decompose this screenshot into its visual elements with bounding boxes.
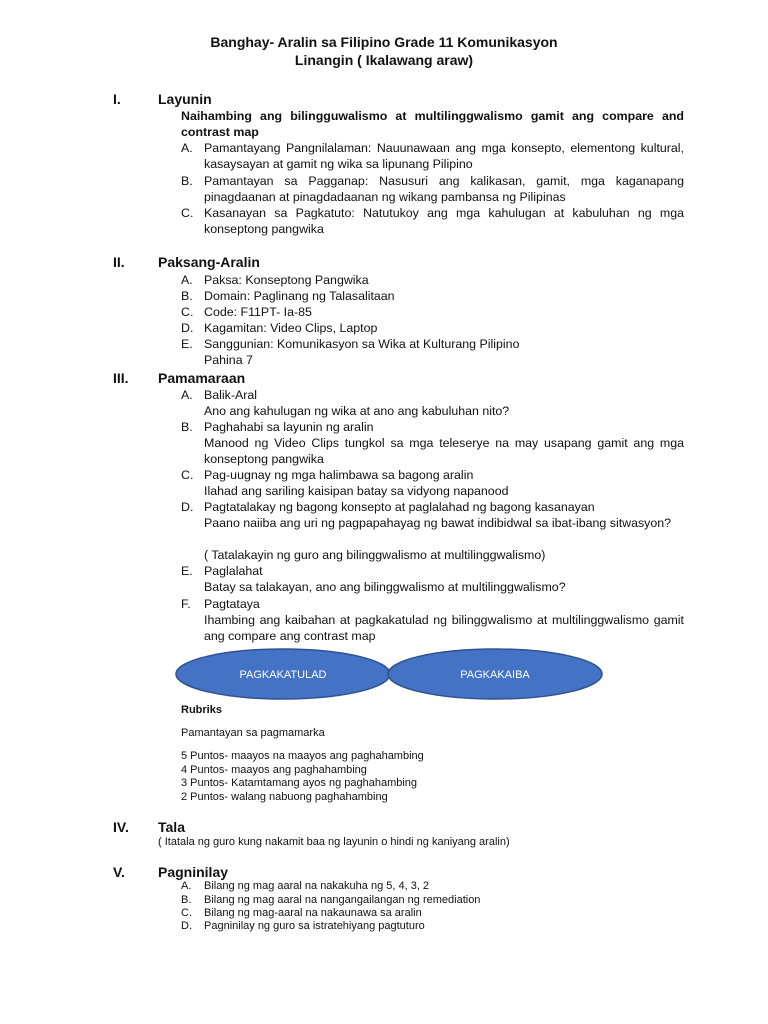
section-3-number: III. — [113, 370, 129, 386]
section-3-item-c-label: C. — [181, 468, 194, 482]
section-2-item-a-text: Paksa: Konseptong Pangwika — [204, 273, 369, 287]
section-3-item-b-label: B. — [181, 420, 193, 434]
section-5-item-c-label: C. — [181, 907, 192, 919]
section-3-item-b-detail: Manood ng Video Clips tungkol sa mga teleserye na may usapang gamit ang mga konseptong pangwika — [204, 436, 684, 466]
section-1-title: Layunin — [158, 91, 212, 107]
venn-left-label: PAGKAKATULAD — [239, 669, 327, 681]
section-3-title: Pamamaraan — [158, 370, 246, 386]
section-2-item-e-label: E. — [181, 337, 193, 351]
section-2-item-e-text: Sanggunian: Komunikasyon sa Wika at Kulturang Pilipino — [204, 337, 520, 351]
rubrics-title: Rubriks — [181, 704, 222, 716]
section-2-item-d-text: Kagamitan: Video Clips, Laptop — [204, 321, 378, 335]
section-5-item-c-text: Bilang ng mag-aaral na nakaunawa sa aralin — [204, 907, 422, 919]
section-3-item-d-text: Pagtatalakay ng bagong konsepto at paglalahad ng bagong kasanayan — [204, 500, 595, 514]
section-5-item-a-label: A. — [181, 880, 192, 892]
section-2-item-c-text: Code: F11PT- Ia-85 — [204, 305, 312, 319]
section-1-item-a-text: Pamantayang Pangnilalaman: Nauunawaan ang mga konsepto, elementong kultural, kasaysayan at gamit ng wika sa lipunang Pilipino — [204, 141, 684, 171]
section-3-item-e-detail: Batay sa talakayan, ano ang bilinggwalismo at multilinggwalismo? — [204, 580, 566, 594]
section-4-text: ( Itatala ng guro kung nakamit baa ng layunin o hindi ng kaniyang aralin) — [158, 836, 510, 848]
section-1-intro: Naihambing ang bilingguwalismo at multilinggwalismo gamit ang compare and contrast map — [181, 109, 684, 139]
section-3-item-d-detail: Paano naiiba ang uri ng pagpapahayag ng bawat indibidwal sa ibat-ibang sitwasyon? — [204, 516, 672, 530]
section-1-number: I. — [113, 91, 121, 107]
section-2-item-b-text: Domain: Paglinang ng Talasalitaan — [204, 289, 395, 303]
compare-contrast-map — [173, 646, 605, 702]
section-3-item-a-text: Balik-Aral — [204, 388, 258, 402]
section-5-item-b-text: Bilang ng mag aaral na nangangailangan ng remediation — [204, 894, 481, 906]
section-5-item-d-text: Pagninilay ng guro sa istratehiyang pagtuturo — [204, 920, 425, 932]
section-5-item-d-label: D. — [181, 920, 192, 932]
document-title-line2: Linangin ( Ikalawang araw) — [294, 52, 474, 68]
section-4-number: IV. — [113, 819, 129, 835]
rubric-line: 5 Puntos- maayos na maayos ang paghahambing — [181, 750, 424, 762]
section-3-item-d-label: D. — [181, 500, 194, 514]
section-3-item-f-detail: Ihambing ang kaibahan at pagkakatulad ng bilinggwalismo at multilinggwalismo gamit ang compare ang contrast map — [204, 613, 684, 643]
section-3-item-f-label: F. — [181, 597, 191, 611]
section-5-item-b-label: B. — [181, 894, 192, 906]
section-2-item-c-label: C. — [181, 305, 194, 319]
section-3-item-c-detail: Ilahad ang sariling kaisipan batay sa vidyong napanood — [204, 484, 509, 498]
rubric-line: 3 Puntos- Katamtamang ayos ng paghahambing — [181, 777, 418, 789]
section-1-item-b-label: B. — [181, 174, 193, 188]
section-1-item-c-text: Kasanayan sa Pagkatuto: Natutukoy ang mga kahulugan at kabuluhan ng mga konseptong pangwika — [204, 206, 684, 236]
section-1-item-a-label: A. — [181, 141, 193, 155]
venn-right-label: PAGKAKAIBA — [460, 669, 530, 681]
section-3-item-e-text: Paglalahat — [204, 564, 263, 578]
section-3-item-b-text: Paghahabi sa layunin ng aralin — [204, 420, 374, 434]
section-3-item-a-label: A. — [181, 388, 193, 402]
section-5-number: V. — [113, 864, 125, 880]
section-2-number: II. — [113, 254, 125, 270]
section-2-page-reference: Pahina 7 — [204, 353, 253, 367]
section-3-item-c-text: Pag-uugnay ng mga halimbawa sa bagong aralin — [204, 468, 474, 482]
rubric-line: 2 Puntos- walang nabuong paghahambing — [181, 791, 388, 803]
section-5-title: Pagninilay — [158, 864, 229, 880]
section-1-item-c-label: C. — [181, 206, 194, 220]
section-1-item-b-text: Pamantayan sa Pagganap: Nasusuri ang kalikasan, gamit, mga kaganapang pinagdaanan at pinagdadaanan ng wikang pambansa ng Pilipinas — [204, 174, 684, 204]
section-2-item-d-label: D. — [181, 321, 194, 335]
section-3-item-d-note: ( Tatalakayin ng guro ang bilinggwalismo at multilinggwalismo) — [204, 548, 546, 562]
section-2-item-a-label: A. — [181, 273, 193, 287]
rubrics-subtitle: Pamantayan sa pagmamarka — [181, 727, 325, 739]
section-4-title: Tala — [158, 819, 185, 835]
section-3-item-e-label: E. — [181, 564, 193, 578]
section-3-item-a-detail: Ano ang kahulugan ng wika at ano ang kabuluhan nito? — [204, 404, 510, 418]
rubric-line: 4 Puntos- maayos ang paghahambing — [181, 764, 367, 776]
section-5-item-a-text: Bilang ng mag aaral na nakakuha ng 5, 4, 3, 2 — [204, 880, 430, 892]
section-2-title: Paksang-Aralin — [158, 254, 260, 270]
document-title-line1: Banghay- Aralin sa Filipino Grade 11 Komunikasyon — [210, 34, 558, 50]
section-3-item-f-text: Pagtataya — [204, 597, 260, 611]
section-2-item-b-label: B. — [181, 289, 193, 303]
